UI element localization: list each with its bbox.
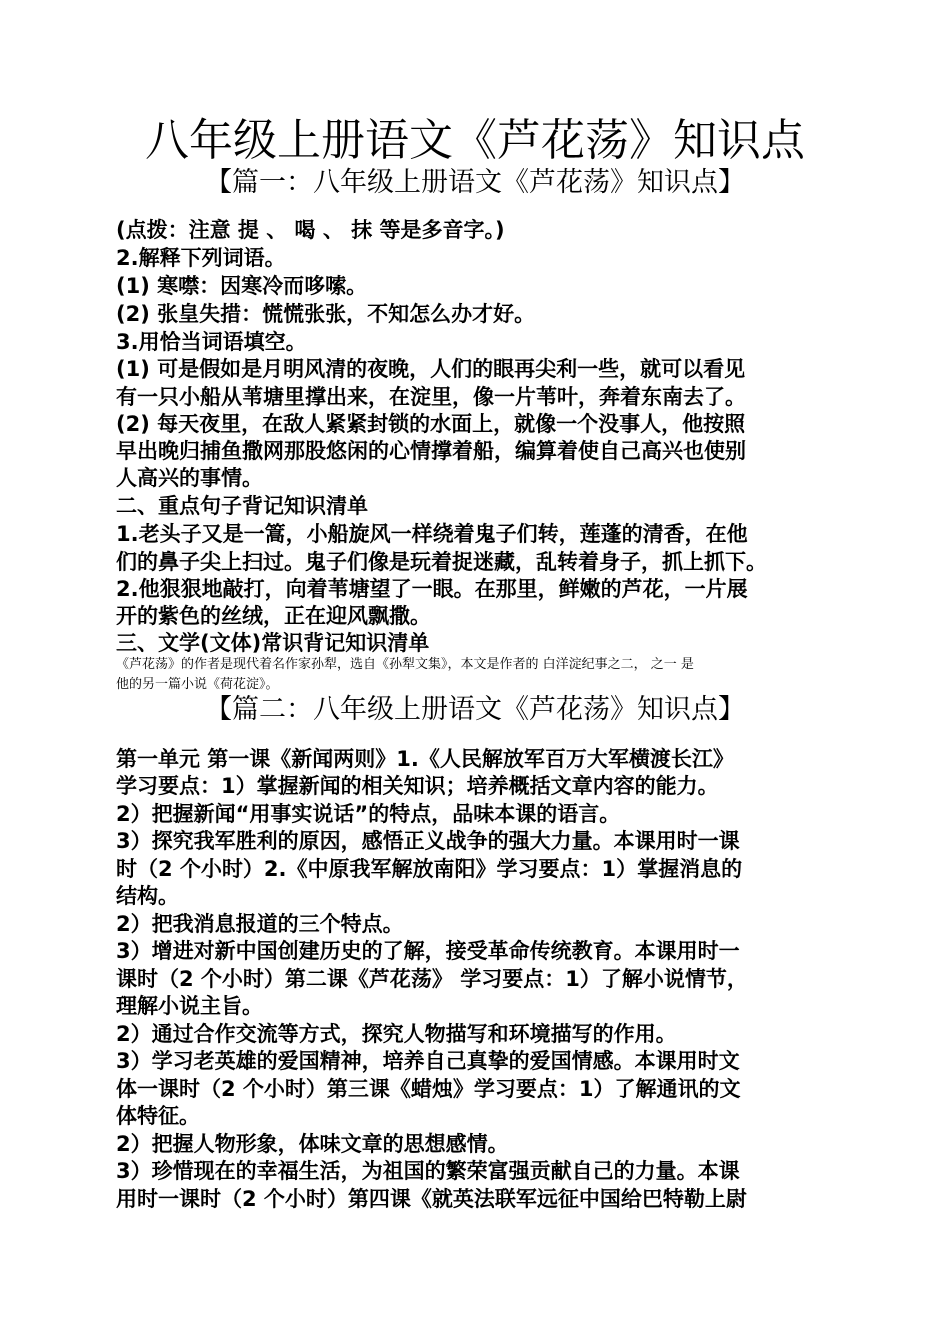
section2-line: 3）学习老英雄的爱国精神，培养自己真挚的爱国情感。本课用时文: [116, 1049, 740, 1073]
section2-line: 2）把握新闻“用事实说话”的特点，品味本课的语言。: [116, 802, 621, 826]
section2-line: 2）通过合作交流等方式，探究人物描写和环境描写的作用。: [116, 1022, 677, 1046]
section1-line: (2) 张皇失措：慌慌张张，不知怎么办才好。: [116, 302, 536, 326]
section2-heading: 【篇二：八年级上册语文《芦花荡》知识点】: [205, 694, 745, 725]
section1-note: 他的另一篇小说《荷花淀》。: [116, 677, 279, 692]
document-title: 八年级上册语文《芦花荡》知识点: [145, 115, 805, 166]
section2-line: 理解小说主旨。: [116, 994, 263, 1018]
section1-line: (1) 寒噤：因寒冷而哆嗦。: [116, 274, 368, 298]
section1-line: (点拨：注意 提 、 喝 、 抹 等是多音字。): [116, 218, 505, 242]
section2-line: 3）珍惜现在的幸福生活，为祖国的繁荣富强贡献自己的力量。本课: [116, 1159, 740, 1183]
section2-line: 2）把握人物形象，体味文章的思想感情。: [116, 1132, 509, 1156]
section2-line: 课时（2 个小时）第二课《芦花荡》 学习要点：1）了解小说情节，: [116, 967, 748, 991]
section2-line: 第一单元 第一课《新闻两则》1.《人民解放军百万大军横渡长江》: [116, 747, 734, 771]
section1-line: 们的鼻子尖上扫过。鬼子们像是玩着捉迷藏，乱转着身子，抓上抓下。: [116, 550, 767, 574]
section2-line: 用时一课时（2 个小时）第四课《就英法联军远征中国给巴特勒上尉: [116, 1187, 747, 1211]
section1-note: 《芦花荡》的作者是现代着名作家孙犁，选自《孙犁文集》，本文是作者的 白洋淀纪事之二， 之一 是: [116, 657, 694, 672]
section1-line: 1.老头子又是一篙，小船旋风一样绕着鬼子们转，莲蓬的清香，在他: [116, 522, 748, 546]
section1-line: 3.用恰当词语填空。: [116, 330, 307, 354]
section2-line: 体特征。: [116, 1104, 200, 1128]
section2-line: 时（2 个小时）2.《中原我军解放南阳》学习要点：1）掌握消息的: [116, 857, 743, 881]
section1-line: (1) 可是假如是月明风清的夜晚，人们的眼再尖利一些，就可以看见: [116, 357, 746, 381]
section1-line: 人高兴的事情。: [116, 466, 263, 490]
section1-line: 有一只小船从苇塘里撑出来，在淀里，像一片苇叶，奔着东南去了。: [116, 385, 746, 409]
section2-line: 3）探究我军胜利的原因，感悟正义战争的强大力量。本课用时一课: [116, 829, 740, 853]
section1-line: 2.他狠狠地敲打，向着苇塘望了一眼。在那里，鲜嫩的芦花，一片展: [116, 577, 748, 601]
section1-heading: 【篇一：八年级上册语文《芦花荡》知识点】: [205, 167, 745, 198]
section1-line: (2) 每天夜里，在敌人紧紧封锁的水面上，就像一个没事人，他按照: [116, 412, 746, 436]
section1-line: 开的紫色的丝绒，正在迎风飘撒。: [116, 604, 431, 628]
section1-line: 早出晚归捕鱼撒网那股悠闲的心情撑着船，编算着使自己高兴也使别: [116, 439, 746, 463]
section2-line: 学习要点：1）掌握新闻的相关知识；培养概括文章内容的能力。: [116, 774, 719, 798]
section1-subheading: 三、文学(文体)常识背记知识清单: [116, 631, 430, 655]
section2-line: 体一课时（2 个小时）第三课《蜡烛》学习要点：1）了解通讯的文: [116, 1077, 741, 1101]
section2-line: 结构。: [116, 884, 179, 908]
section1-line: 2.解释下列词语。: [116, 246, 286, 270]
section2-line: 2）把我消息报道的三个特点。: [116, 912, 404, 936]
section2-line: 3）增进对新中国创建历史的了解，接受革命传统教育。本课用时一: [116, 939, 740, 963]
section1-subheading: 二、重点句子背记知识清单: [116, 494, 368, 518]
